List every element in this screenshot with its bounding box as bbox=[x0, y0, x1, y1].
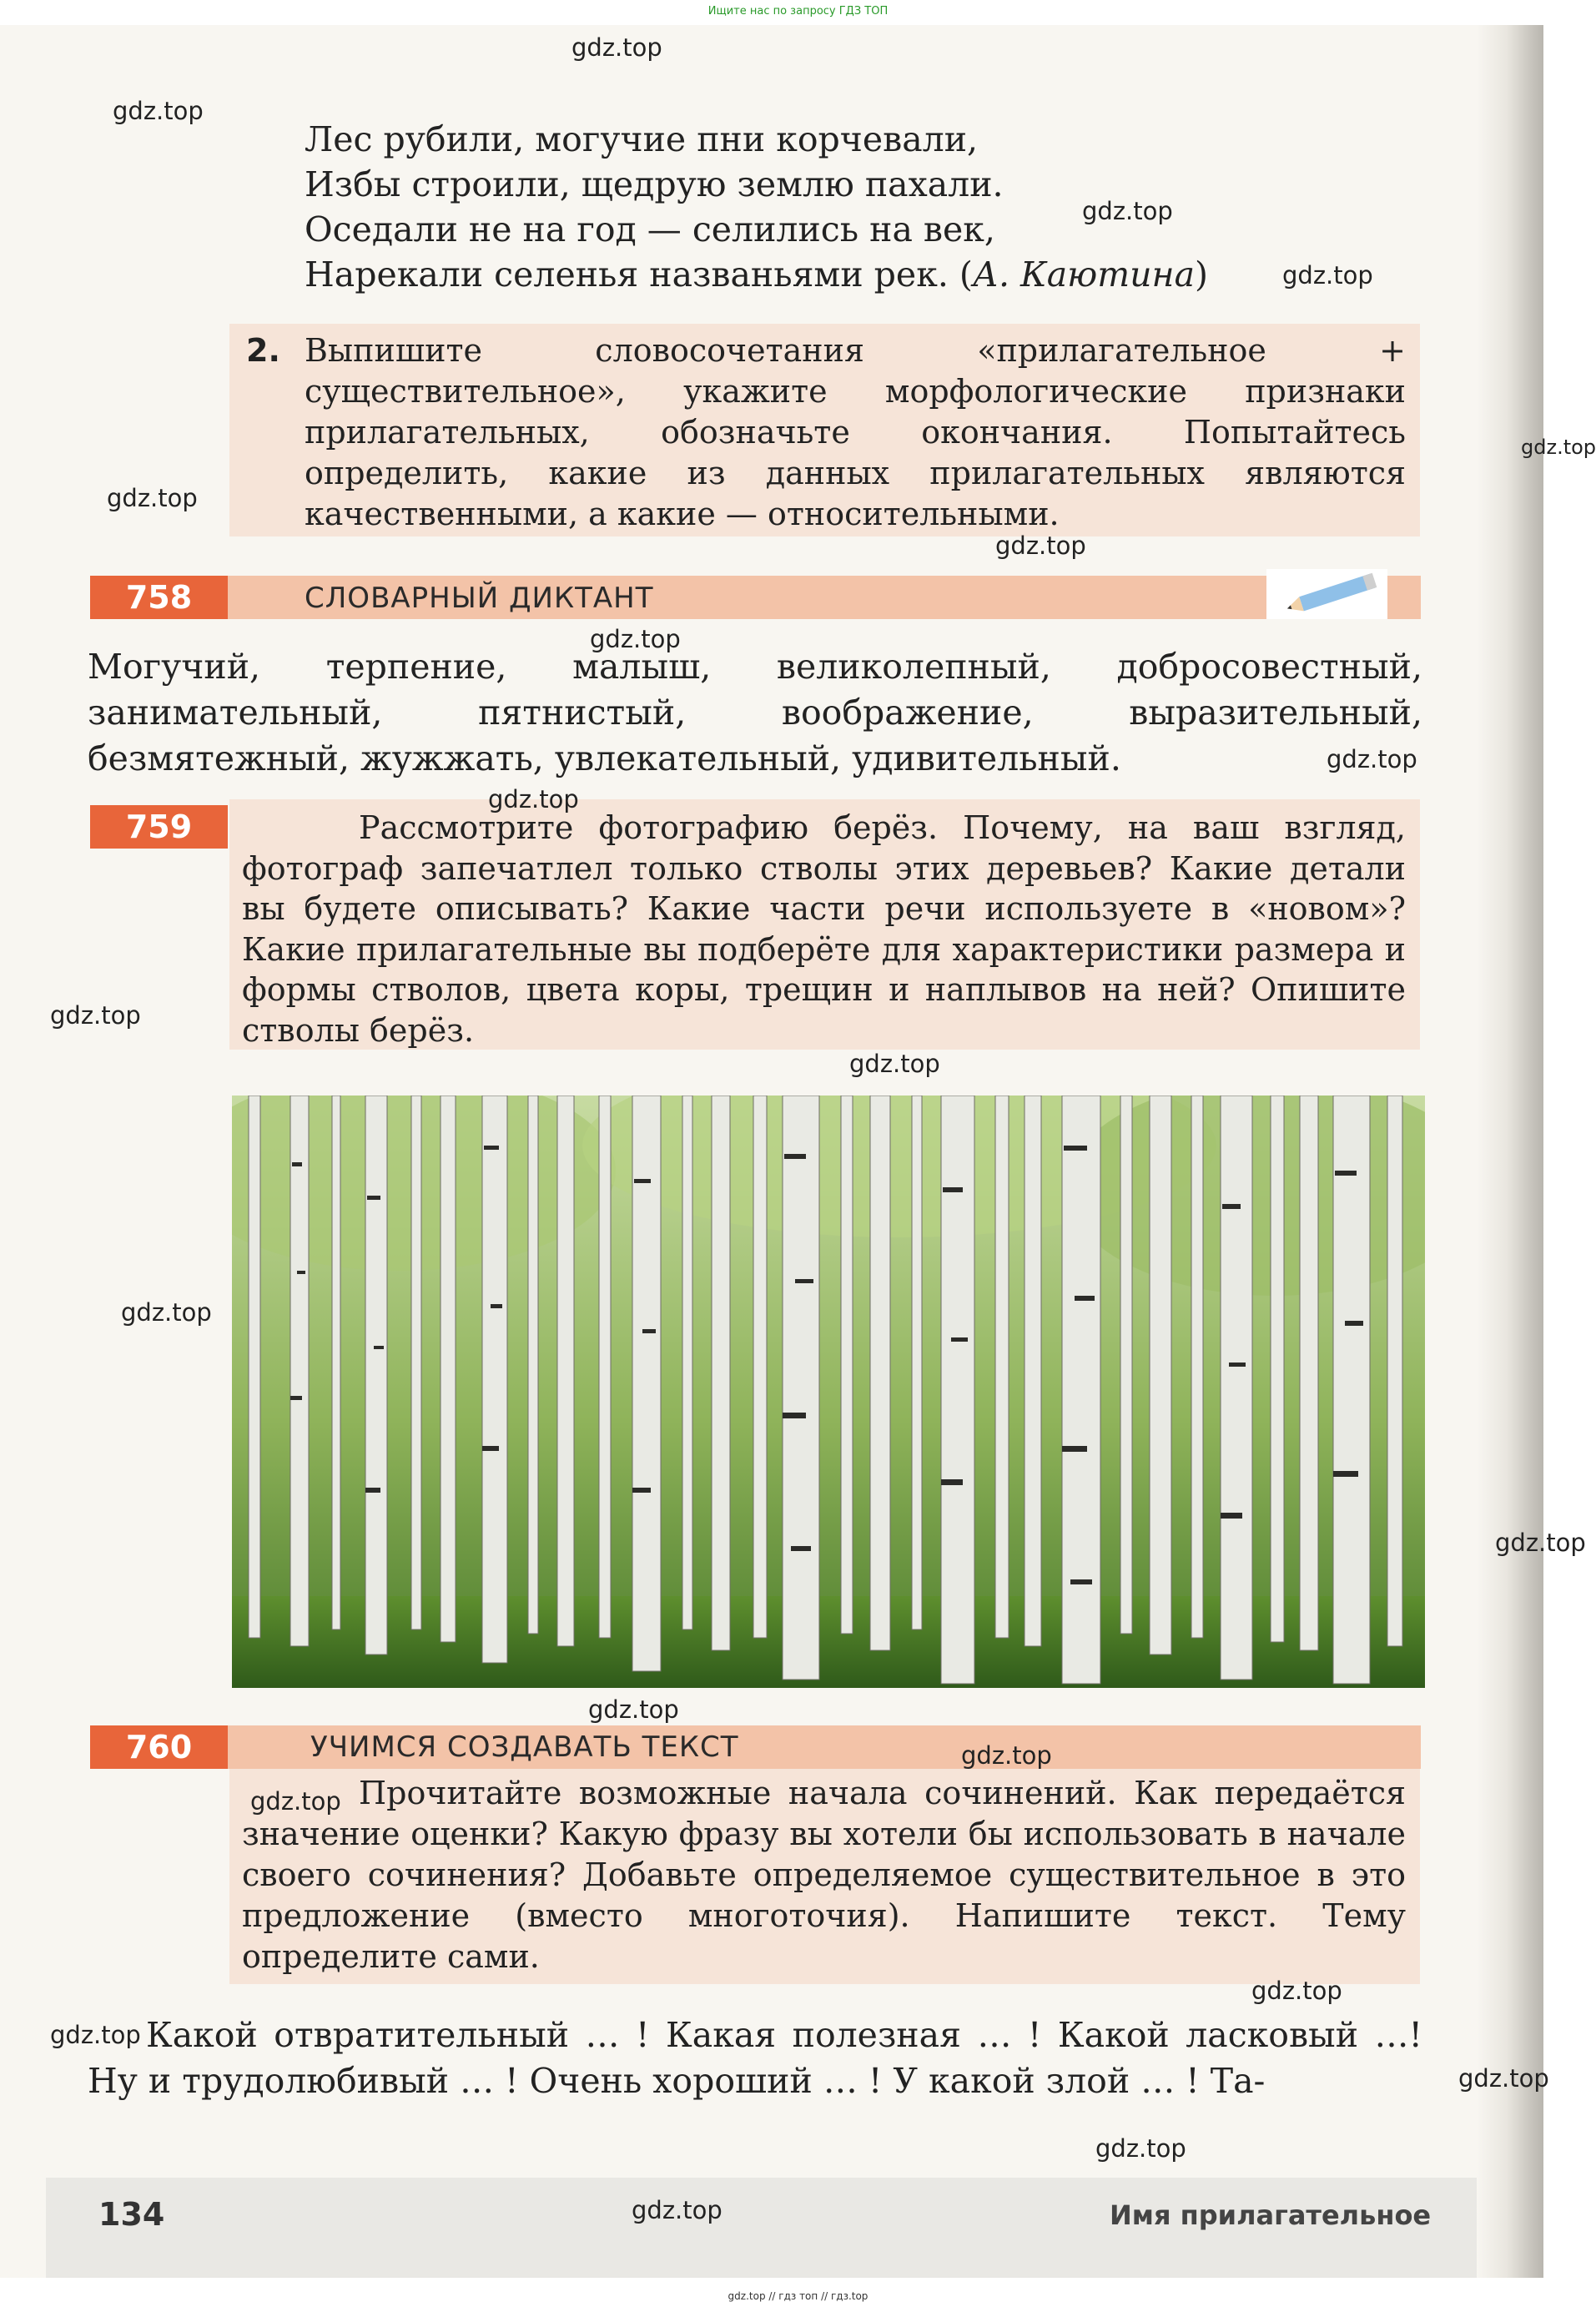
watermark: gdz.top bbox=[1082, 197, 1173, 225]
exercise-760-title: УЧИМСЯ СОЗДАВАТЬ ТЕКСТ bbox=[310, 1730, 739, 1764]
watermark: gdz.top bbox=[50, 1001, 141, 1030]
exercise-758-header-bar bbox=[90, 576, 1421, 619]
top-search-note: Ищите нас по запросу ГДЗ ТОП bbox=[707, 5, 889, 18]
poem-line-3: Оседали не на год — селились на век, bbox=[305, 209, 995, 249]
exercise-759-number: 759 bbox=[90, 805, 228, 849]
watermark: gdz.top bbox=[571, 33, 662, 62]
watermark: gdz.top bbox=[121, 1298, 212, 1327]
watermark: gdz.top bbox=[590, 625, 681, 653]
poem-line-1: Лес рубили, могучие пни корчевали, bbox=[305, 119, 979, 159]
exercise-760-text: Прочитайте возможные начала сочинений. Как передаётся значение оценки? Какую фразу вы хотели бы использовать в начале своего сочинения? Добавьте определяемое существительное в это предложение (вместо многоточия). Напишите текст. Тему определите сами. bbox=[242, 1775, 1406, 1975]
exercise-759-text: Рассмотрите фотографию берёз. Почему, на ваш взгляд, фотограф запечатлел только стволы этих деревьев? Какие детали вы будете описывать? Какие части речи используете в «новом»? Какие прилагательные вы подберёте для характеристики размера и формы стволов, цвета коры, трещин и наплывов на ней? Опишите стволы берёз. bbox=[242, 809, 1406, 1049]
exercise-760-number: 760 bbox=[90, 1725, 228, 1769]
watermark: gdz.top bbox=[1095, 2134, 1186, 2163]
watermark: gdz.top bbox=[250, 1787, 341, 1816]
watermark: gdz.top bbox=[50, 2021, 141, 2049]
watermark: gdz.top bbox=[107, 484, 198, 512]
chapter-title: Имя прилагательное bbox=[1110, 2199, 1432, 2231]
watermark: gdz.top bbox=[632, 2196, 722, 2224]
poem-line-2: Избы строили, щедрую землю пахали. bbox=[305, 164, 1004, 204]
poem-line-4-close: ) bbox=[1195, 254, 1209, 295]
page-spine-shadow bbox=[1477, 25, 1543, 2278]
poem-line-4 bbox=[305, 252, 1208, 297]
watermark: gdz.top bbox=[849, 1050, 940, 1078]
poem bbox=[305, 117, 1208, 297]
watermark: gdz.top bbox=[1251, 1977, 1342, 2005]
watermark: gdz.top bbox=[588, 1695, 679, 1724]
watermark: gdz.top bbox=[1282, 261, 1373, 290]
task-2-text: Выпишите словосочетания «прилагательное + существительное», укажите морфологические признаки прилагательных, обозначьте окончания. Попытайтесь определить, какие из данных прилагательных являются качественными, а какие — относительными. bbox=[305, 332, 1406, 532]
exercise-758-text: Могучий, терпение, малыш, великолепный, добросовестный, занимательный, пятнистый, воображение, выразительный, безмятежный, жужжать, увлекательный, удивительный. bbox=[88, 647, 1422, 778]
poem-line-4-text: Нарекали селенья названьями рек. ( bbox=[305, 254, 973, 295]
page-number: 134 bbox=[98, 2196, 165, 2233]
exercise-758-number: 758 bbox=[90, 576, 228, 619]
watermark: gdz.top bbox=[488, 785, 579, 813]
watermark: gdz.top bbox=[1327, 745, 1417, 773]
exercise-758-title: СЛОВАРНЫЙ ДИКТАНТ bbox=[305, 582, 654, 615]
watermark: gdz.top bbox=[113, 97, 204, 125]
watermark: gdz.top bbox=[995, 531, 1086, 560]
watermark: gdz.top bbox=[961, 1741, 1052, 1770]
birch-forest-photo bbox=[232, 1096, 1425, 1688]
watermark: gdz.top bbox=[1495, 1529, 1586, 1557]
task-2-number: 2. bbox=[246, 332, 280, 369]
watermark: gdz.top bbox=[1458, 2064, 1549, 2093]
exercise-760-example-text: Какой отвратительный … ! Какая полезная … ! Какой ласковый …! Ну и трудолюбивый … ! Очень хороший … ! У какой злой … ! Та- bbox=[88, 2015, 1422, 2101]
pencil-icon bbox=[1266, 569, 1387, 619]
poem-author: А. Каютина bbox=[972, 254, 1196, 295]
bottom-note: gdz.top // гдз топ // гдз.top bbox=[728, 2290, 868, 2302]
exercise-760-header-bar bbox=[90, 1725, 1421, 1769]
watermark: gdz.top bbox=[1521, 436, 1596, 459]
